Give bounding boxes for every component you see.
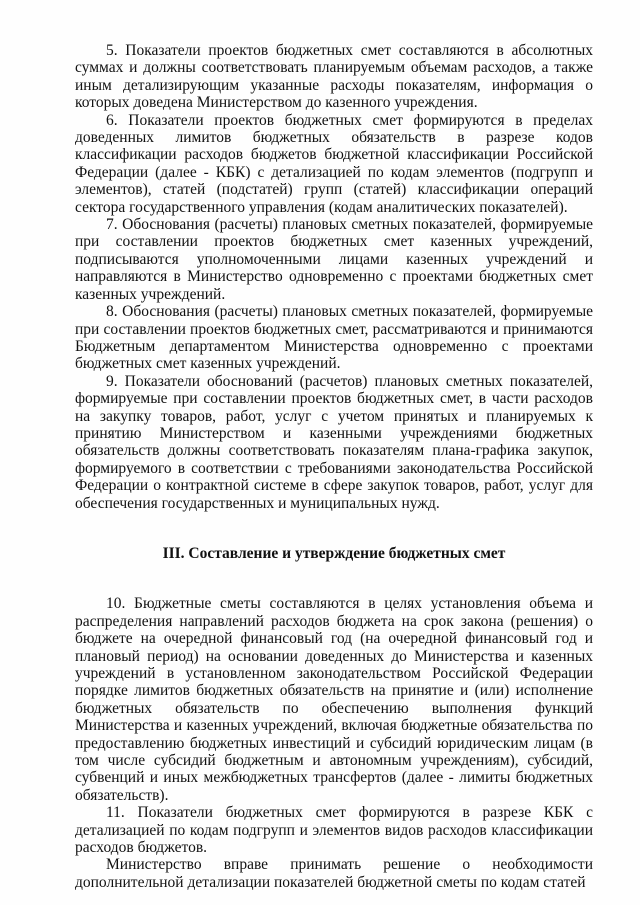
paragraph-11: 11. Показатели бюджетных смет формируются в разрезе КБК с детализацией по кодам подгрупп и элементов видов расходов классификации расходов бюджетов. [75,804,593,857]
paragraph-5: 5. Показатели проектов бюджетных смет составляются в абсолютных суммах и должны соответствовать планируемым объемам расходов, а также иным детализирующим указанные расходы показателям, информация о которых доведена Министерством до казенного учреждения. [75,42,593,112]
paragraph-9: 9. Показатели обоснований (расчетов) плановых сметных показателей, формируемые при составлении проектов бюджетных смет, в части расходов на закупку товаров, работ, услуг с учетом принятых и планируемых к принятию Министерством и казенными учреждениями бюджетных обязательств должны соответствовать показателям плана-графика закупок, формируемого в соответствии с требованиями законодательства Российской Федерации о контрактной системе в сфере закупок товаров, работ, услуг для обеспечения государственных и муниципальных нужд. [75,372,593,512]
section-heading: III. Составление и утверждение бюджетных смет [162,544,506,562]
document-body [75,42,593,891]
paragraph-6: 6. Показатели проектов бюджетных смет формируются в пределах доведенных лимитов бюджетных обязательств в разрезе кодов классификации расходов бюджетов бюджетной классификации Российской Федерации (далее - КБК) с детализацией по кодам элементов (подгрупп и элементов), статей (подстатей) групп (статей) классификации операций сектора государственного управления (кодам аналитических показателей). [75,111,593,216]
paragraph-8: 8. Обоснования (расчеты) плановых сметных показателей, формируемые при составлении проектов бюджетных смет, рассматриваются и принимаются Бюджетным департаментом Министерства одновременно с проектами бюджетных смет казенных учреждений. [75,303,593,373]
paragraph-10: 10. Бюджетные сметы составляются в целях установления объема и распределения направлений расходов бюджета на срок закона (решения) о бюджете на очередной финансовый год (на очередной финансовый год и плановый период) на основании доведенных до Министерства и казенных учреждений в установленном законодательством Российской Федерации порядке лимитов бюджетных обязательств на принятие и (или) исполнение бюджетных обязательств по обеспечению выполнения функций Министерства и казенных учреждений, включая бюджетные обязательства по предоставлению бюджетных инвестиций и субсидий юридическим лицам (в том числе субсидий бюджетным и автономным учреждениям), субсидий, субвенций и иных межбюджетных трансфертов (далее - лимиты бюджетных обязательств). [75,595,593,804]
paragraph-11-continued: Министерство вправе принимать решение о необходимости дополнительной детализации показателей бюджетной сметы по кодам статей [75,856,593,891]
paragraph-7: 7. Обоснования (расчеты) плановых сметных показателей, формируемые при составлении проектов бюджетных смет казенных учреждений, подписываются уполномоченными лицами казенных учреждений и направляются в Министерство одновременно с проектами бюджетных смет казенных учреждений. [75,216,593,303]
